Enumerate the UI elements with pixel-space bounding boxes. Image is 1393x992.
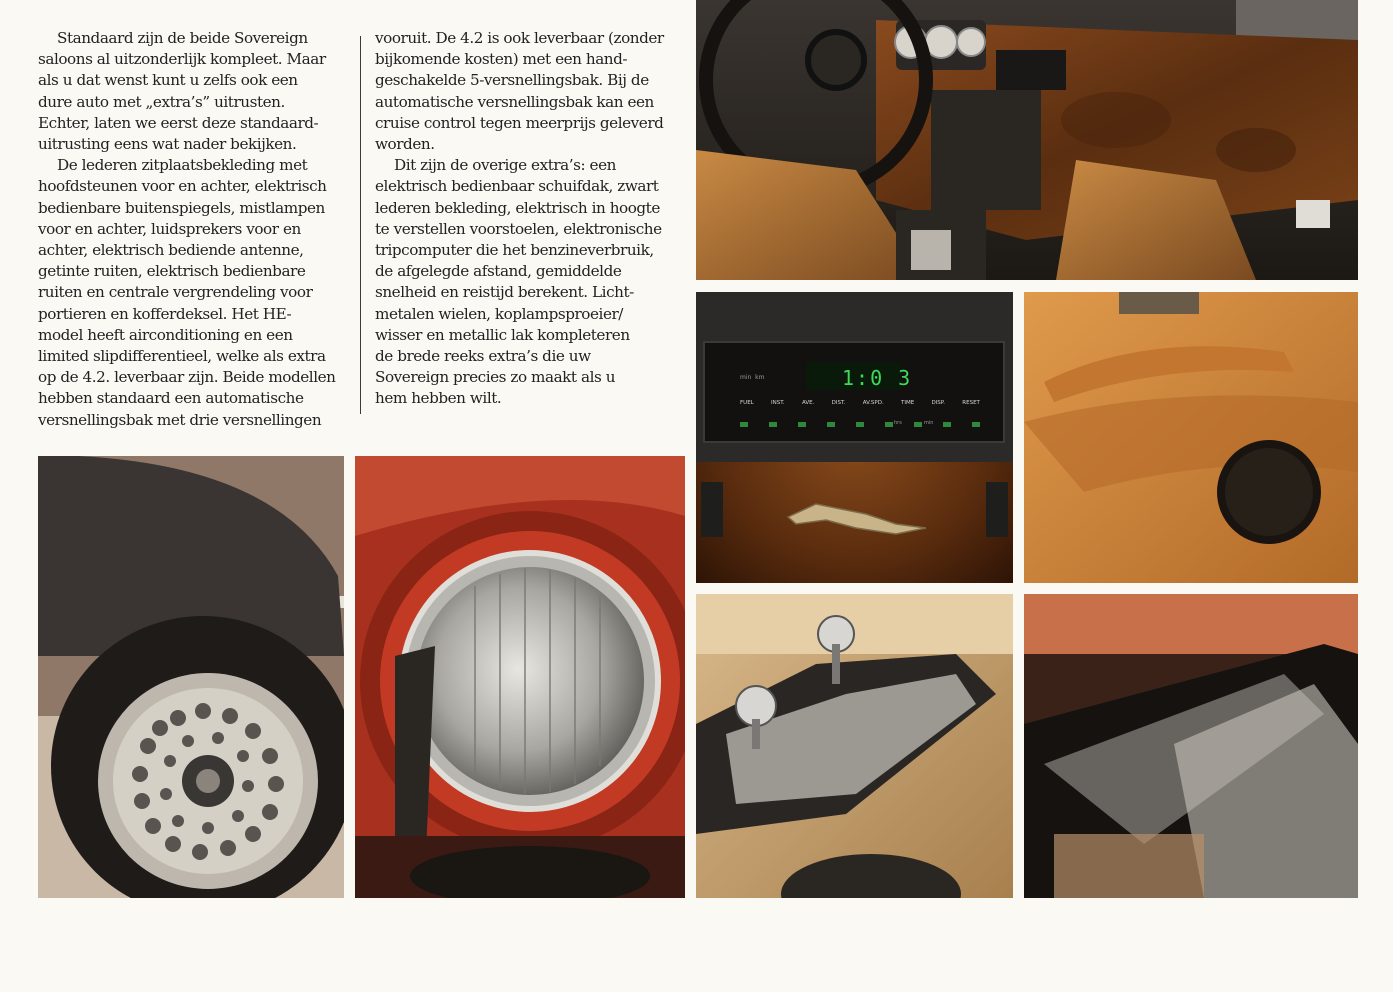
text-line: automatische versnellingsbak kan een [375, 92, 654, 111]
text-line: tripcomputer die het benzineverbruik, [375, 241, 654, 260]
text-line: op de 4.2. leverbaar zijn. Beide modellen [38, 368, 336, 387]
text-line: worden. [375, 135, 435, 154]
led-indicator [943, 422, 951, 427]
text-line: als u dat wenst kunt u zelfs ook een [38, 71, 298, 90]
text-line: de afgelegde afstand, gemiddelde [375, 262, 622, 281]
led-indicator [972, 422, 980, 427]
tripcomputer-units: min km [740, 374, 765, 381]
inst-button-label: INST. [771, 400, 785, 406]
disp-button-label: DISP. [931, 400, 946, 406]
text-line: wisser en metallic lak kompleteren [375, 325, 630, 344]
reset-button-label: RESET [962, 400, 980, 406]
text-line: te verstellen voorstoelen, elektronische [375, 219, 662, 238]
headlamp-photo [355, 456, 685, 898]
avspd-button-label: AV.SPD. [862, 400, 884, 406]
tripcomputer-leds [740, 422, 980, 427]
sunroof-photo [1024, 594, 1358, 898]
text-column-left [38, 28, 344, 431]
text-line: hem hebben wilt. [375, 389, 502, 408]
wheel-photo [38, 456, 344, 898]
text-column-right [375, 28, 681, 410]
led-indicator [769, 422, 777, 427]
fuel-button-label: FUEL [740, 400, 754, 406]
text-line: portieren en kofferdeksel. Het HE- [38, 304, 292, 323]
text-line: Standaard zijn de beide Sovereign [57, 29, 308, 47]
text-line: uitrusting eens wat nader bekijken. [38, 135, 297, 154]
text-line: de brede reeks extra’s die uw [375, 347, 591, 366]
tripcomputer-min-label: min [924, 420, 934, 426]
text-line: bijkomende kosten) met een hand- [375, 50, 628, 69]
text-line: De lederen zitplaatsbekleding met [57, 156, 308, 175]
dashboard-photo [696, 0, 1358, 280]
tripcomputer-clock: 1:0 3 [842, 366, 913, 390]
text-line: hoofdsteunen voor en achter, elektrisch [38, 177, 327, 196]
led-indicator [856, 422, 864, 427]
tripcomputer-hrs-label: hrs [894, 420, 902, 426]
text-line: ruiten en centrale vergrendeling voor [38, 283, 313, 302]
text-line: limited slipdifferentieel, welke als extra [38, 347, 326, 366]
ave-button-label: AVE. [801, 400, 815, 406]
led-indicator [885, 422, 893, 427]
text-line: geschakelde 5-versnellingsbak. Bij de [375, 71, 649, 90]
tripcomputer-button-labels [740, 400, 980, 406]
led-indicator [740, 422, 748, 427]
time-button-label: TIME [900, 400, 915, 406]
door-panel-photo [1024, 292, 1358, 583]
text-line: saloons al uitzonderlijk kompleet. Maar [38, 50, 326, 69]
text-line: cruise control tegen meerprijs geleverd [375, 113, 664, 132]
text-line: voor en achter, luidsprekers voor en [38, 219, 301, 238]
led-indicator [914, 422, 922, 427]
text-line: getinte ruiten, elektrisch bedienbare [38, 262, 306, 281]
led-indicator [798, 422, 806, 427]
text-line: model heeft airconditioning en een [38, 325, 293, 344]
tripcomputer-photo [696, 292, 1013, 583]
text-line: dure auto met „extra’s” uitrusten. [38, 92, 285, 111]
text-line: hebben standaard een automatische [38, 389, 304, 408]
led-indicator [827, 422, 835, 427]
text-line: Echter, laten we eerst deze standaard- [38, 113, 319, 132]
text-line: Dit zijn de overige extra’s: een [394, 156, 616, 175]
dist-button-label: DIST. [831, 400, 846, 406]
text-line: bedienbare buitenspiegels, mistlampen [38, 198, 325, 217]
text-line: versnellingsbak met drie versnellingen [38, 410, 322, 429]
text-line: metalen wielen, koplampsproeier/ [375, 304, 623, 323]
text-line: achter, elektrisch bediende antenne, [38, 241, 304, 260]
text-line: snelheid en reistijd berekent. Licht- [375, 283, 634, 302]
seat-switch-photo [696, 594, 1013, 898]
text-line: vooruit. De 4.2 is ook leverbaar (zonder [375, 29, 664, 47]
text-line: elektrisch bedienbaar schuifdak, zwart [375, 177, 659, 196]
column-divider [360, 36, 361, 414]
text-line: lederen bekleding, elektrisch in hoogte [375, 198, 660, 217]
text-line: Sovereign precies zo maakt als u [375, 368, 616, 387]
